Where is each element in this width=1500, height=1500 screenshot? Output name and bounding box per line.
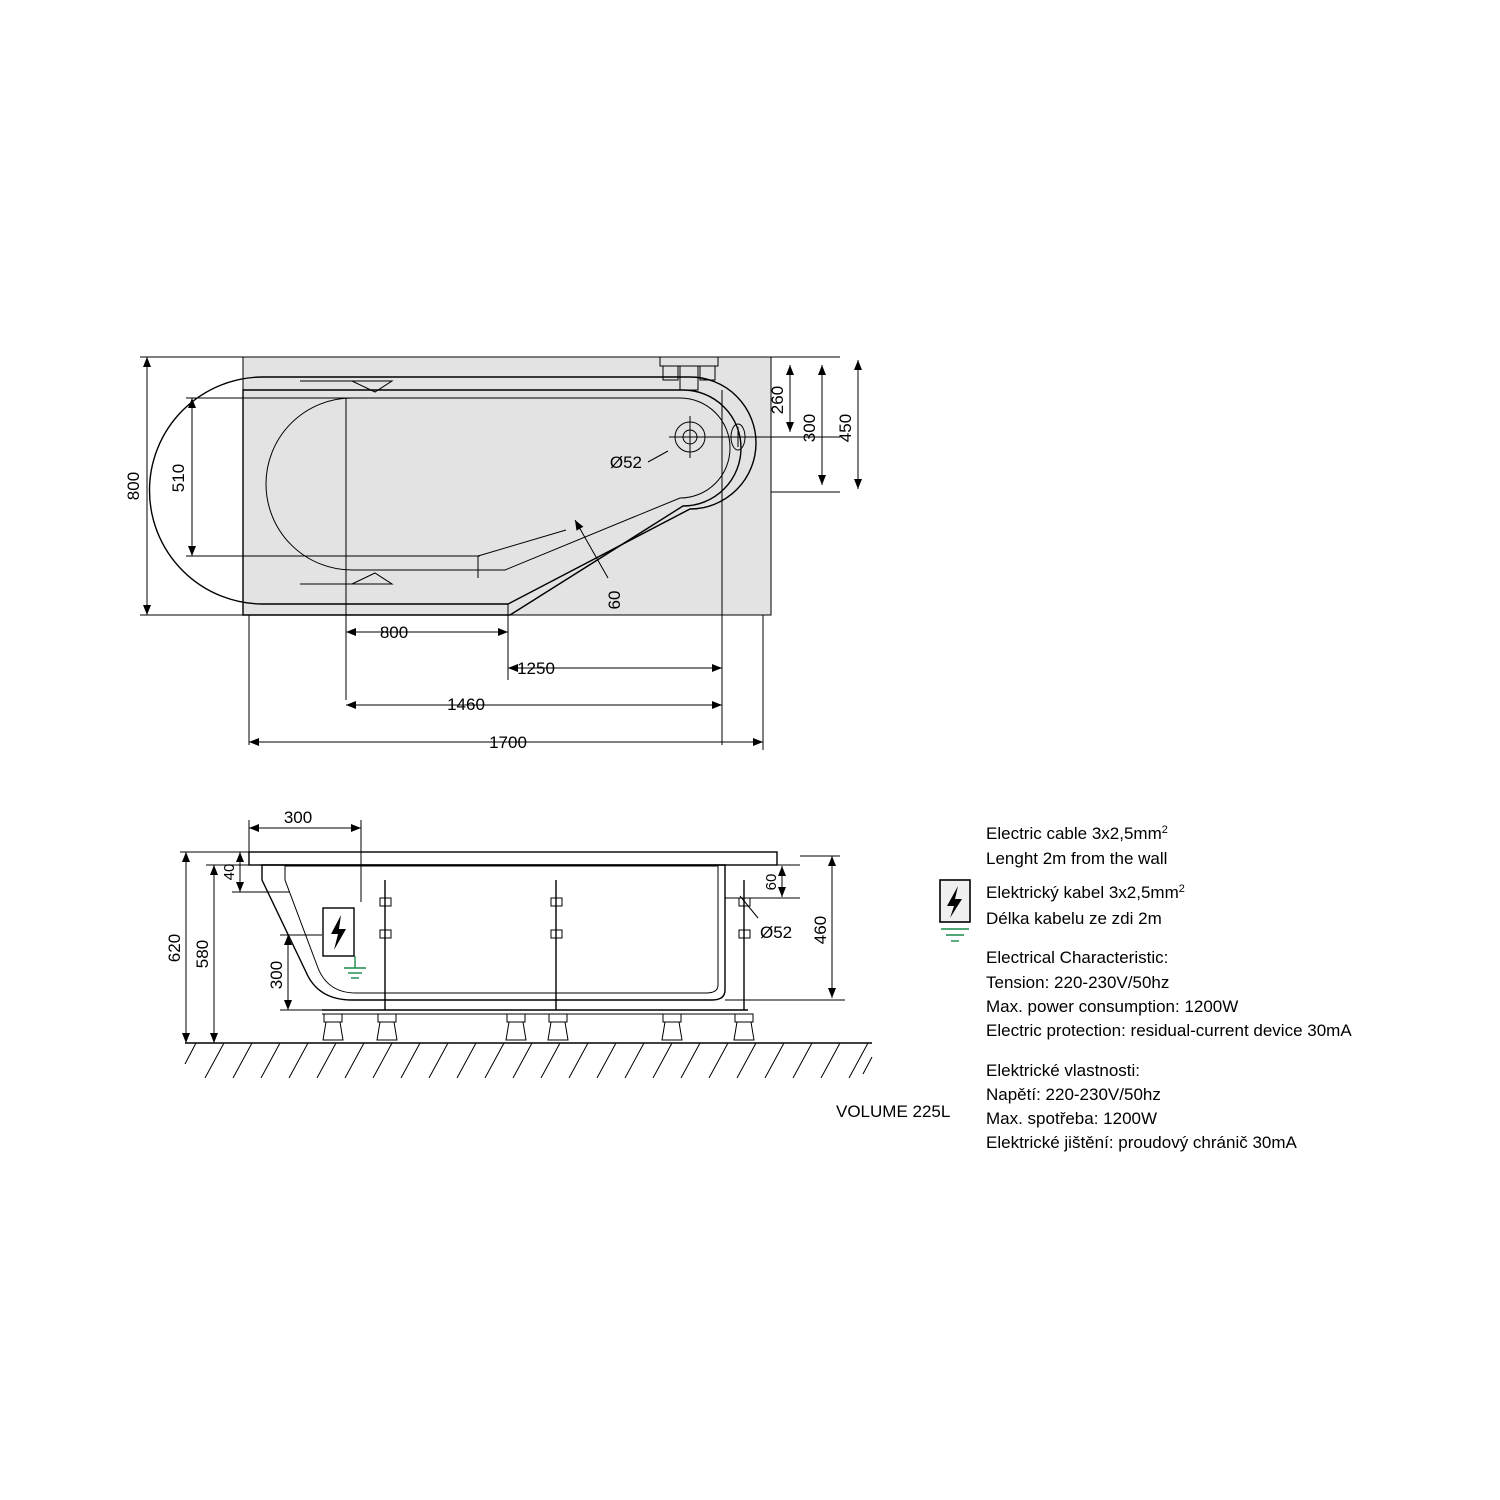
dim-right-height-460: 460 <box>811 915 830 945</box>
spec-bolt-icon-group <box>940 880 970 941</box>
dim-300-plan: 300 <box>800 413 819 443</box>
spec-cz-heading: Elektrické vlastnosti: <box>986 1061 1140 1080</box>
cable-cz-line1: Elektrický kabel 3x2,5mm <box>986 883 1179 902</box>
dim-260: 260 <box>768 385 787 415</box>
bath-rim-elevation <box>249 852 777 865</box>
dim-corner-offset-800: 800 <box>379 623 409 642</box>
dim-leg-height-300: 300 <box>267 960 286 990</box>
dim-waste-diameter: Ø52 <box>760 923 793 942</box>
spec-cz-row-1: Max. spotřeba: 1200W <box>986 1109 1158 1128</box>
cable-en-line1-sup: 2 <box>1161 824 1168 836</box>
bath-feet <box>323 1014 754 1040</box>
dim-overall-length-1700: 1700 <box>489 733 527 752</box>
foot-4 <box>548 1014 568 1040</box>
dim-450: 450 <box>836 413 855 443</box>
floor-hatching <box>185 1043 872 1078</box>
cable-cz-line2: Délka kabelu ze zdi 2m <box>986 909 1162 928</box>
dim-body-height-580: 580 <box>193 939 212 969</box>
dim-skirt-offset-300: 300 <box>283 808 313 827</box>
foot-5 <box>662 1014 682 1040</box>
cable-en-line1: Electric cable 3x2,5mm <box>986 824 1162 843</box>
dim-drain-diameter: Ø52 <box>609 453 642 472</box>
elevation-view <box>165 808 950 1121</box>
bath-basin-elevation <box>285 866 718 993</box>
dim-inner-length-1250: 1250 <box>517 659 555 678</box>
dim-inner-width-510: 510 <box>169 463 188 493</box>
dim-inner-length-1460: 1460 <box>447 695 485 714</box>
spec-en-row-1: Max. power consumption: 1200W <box>986 997 1239 1016</box>
bath-body-elevation <box>262 865 725 1000</box>
dim-total-height-620: 620 <box>165 933 184 963</box>
spec-cz-row-0: Napětí: 220-230V/50hz <box>986 1085 1161 1104</box>
cable-en-line2: Lenght 2m from the wall <box>986 849 1168 868</box>
volume-label: VOLUME 225L <box>836 1102 951 1121</box>
spec-cz-row-2: Elektrické jištění: proudový chránič 30mA <box>986 1133 1297 1152</box>
specifications-block <box>940 824 1352 1152</box>
plan-footprint-shade <box>243 357 771 615</box>
dim-40-group <box>221 852 290 892</box>
support-struts <box>380 880 750 1010</box>
spec-en-row-2: Electric protection: residual-current device 30mA <box>986 1021 1352 1040</box>
electrical-box-icon <box>323 908 366 978</box>
spec-earth-ground-icon <box>941 928 969 941</box>
spec-en-heading: Electrical Characteristic: <box>986 948 1169 967</box>
dim-overall-width-800: 800 <box>124 471 143 501</box>
dim-rim-thickness-40: 40 <box>221 863 238 881</box>
foot-1 <box>323 1014 343 1040</box>
foot-6 <box>734 1014 754 1040</box>
cable-cz-line1-sup: 2 <box>1178 883 1185 895</box>
bolt-icon <box>331 915 346 950</box>
plan-view <box>124 357 858 752</box>
dim-chamfer-60: 60 <box>605 590 624 610</box>
earth-ground-icon <box>344 956 366 978</box>
waste-elevation-group <box>740 896 792 942</box>
dim-right-rim-60: 60 <box>763 873 780 891</box>
waste-leader <box>740 896 758 918</box>
cable-en-line1-group <box>986 824 1168 843</box>
foot-2 <box>377 1014 397 1040</box>
spec-en-row-0: Tension: 220-230V/50hz <box>986 973 1170 992</box>
foot-3 <box>506 1014 526 1040</box>
cable-cz-line1-group <box>986 883 1185 902</box>
